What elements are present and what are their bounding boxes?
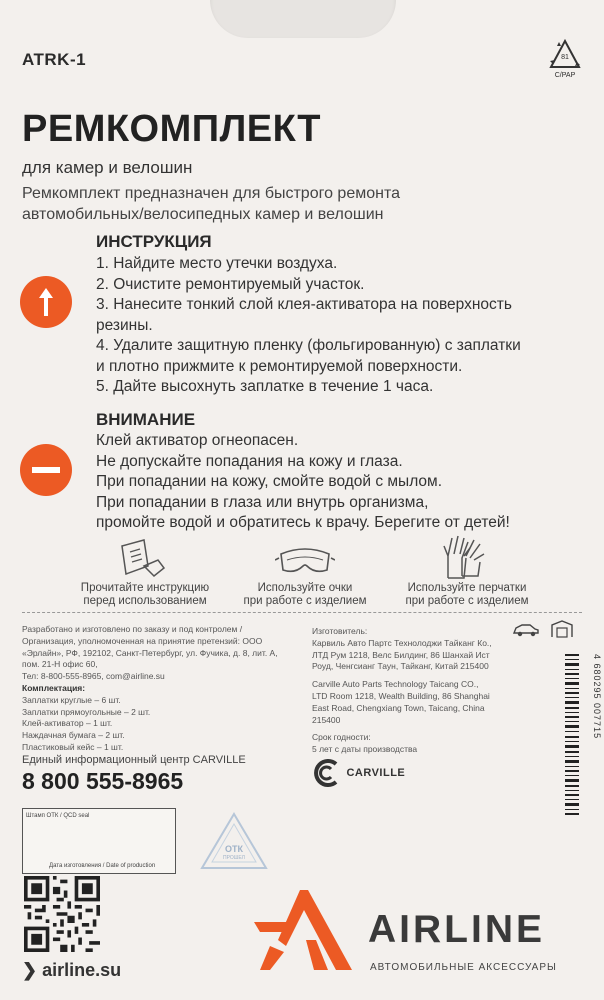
instruction-line: 4. Удалите защитную пленку (фольгированную) с заплатки <box>96 337 521 354</box>
phone-number: 8 800 555-8965 <box>22 768 184 794</box>
warning-badge <box>20 444 72 496</box>
read-instruction-icon <box>114 536 174 580</box>
contents-item: Пластиковый кейс – 1 шт. <box>22 741 124 752</box>
instruction-line: 2. Очистите ремонтируемый участок. <box>96 275 365 293</box>
brand-tagline: АВТОМОБИЛЬНЫЕ АКСЕССУАРЫ <box>370 962 557 973</box>
divider <box>22 612 582 613</box>
manufacturer-line: Срок годности: <box>312 732 371 743</box>
website-text: airline.su <box>42 960 122 980</box>
description-line: Ремкомплект предназначен для быстрого ремонта <box>22 185 401 202</box>
instruction-heading: ИНСТРУКЦИЯ <box>96 232 212 251</box>
website-link[interactable] <box>22 960 121 981</box>
pictogram-goggles-caption <box>230 582 380 608</box>
importer-line: Тел: 8-800-555-8965, com@airline.su <box>22 671 165 682</box>
info-center: Единый информационный центр CARVILLE <box>22 753 246 766</box>
instruction-line: 5. Дайте высохнуть заплатке в течение 1 часа. <box>96 378 434 395</box>
manufacturer-line: Carville Auto Parts Technology Taicang CO., <box>312 679 479 690</box>
pictogram-gloves-caption <box>392 582 542 608</box>
pictogram-caption: Прочитайте инструкцию <box>80 582 210 594</box>
qc-stamp-box <box>22 808 176 874</box>
chevron-right-icon: ❯ <box>22 960 38 980</box>
qr-code <box>24 876 100 952</box>
otk-triangle-icon <box>198 810 270 874</box>
importer-info <box>22 624 302 767</box>
manufacturer-line: LTD Room 1218, Wealth Building, 86 Shanghai <box>312 690 490 701</box>
warning-line: Клей активатор огнеопасен. <box>96 432 299 449</box>
brand-name: AIRLINE <box>368 908 545 951</box>
contents-heading: Комплектация: <box>22 682 86 693</box>
no-entry-icon <box>20 444 72 496</box>
manufacturer-line: ЛТД Рум 1218, Велс Билдинг, 86 Шанхай Ист <box>312 649 490 660</box>
instruction-line: 3. Нанесите тонкий слой клея-активатора на поверхность <box>96 296 512 313</box>
pictogram-read <box>60 536 160 582</box>
manufacturer-info <box>312 626 562 756</box>
arrow-up-icon <box>20 276 72 328</box>
manufacturer-line: Карвиль Авто Партс Технолоджи Тайканг Ко., <box>312 637 492 648</box>
pictogram-caption: перед использованием <box>83 595 207 607</box>
recycle-mark <box>544 38 586 80</box>
carville-logo <box>312 758 405 788</box>
warning-list <box>96 431 510 534</box>
manufacturer-line: East Road, Chengxiang Town, Taicang, China <box>312 702 485 713</box>
hang-hole <box>210 0 396 38</box>
pictogram-caption: при работе с изделием <box>243 595 367 607</box>
manufacturer-line: 215400 <box>312 714 341 725</box>
contents-item: Наждачная бумага – 2 шт. <box>22 730 125 741</box>
instruction-line: и плотно прижмите к ремонтируемой поверхности. <box>96 357 463 375</box>
instruction-list <box>96 254 521 398</box>
warning-line: промойте водой и обратитесь к врачу. Берегите от детей! <box>96 514 510 531</box>
contents-item: Заплатки круглые – 6 шт. <box>22 694 121 705</box>
importer-line: Разработано и изготовлено по заказу и под контролем / <box>22 624 243 634</box>
barcode-number: 4 680295 007715 <box>592 654 602 740</box>
importer-line: «Эрлайн», РФ, 192102, Санкт-Петербург, ул. Фучика, д. 8, лит. А, <box>22 647 278 658</box>
otk-sub: ПРОШЕЛ <box>223 855 245 861</box>
contents-item: Заплатки прямоугольные – 2 шт. <box>22 706 151 717</box>
pictogram-read-caption <box>70 582 220 608</box>
gloves-icon <box>440 532 490 580</box>
airline-logo-icon <box>250 888 360 972</box>
warning-line: При попадании в глаза или внутрь организма, <box>96 493 429 511</box>
recycle-code: C/PAP <box>554 72 576 79</box>
warning-line: Не допускайте попадания на кожу и глаза. <box>96 452 403 470</box>
description-line: автомобильных/велосипедных камер и велошин <box>22 206 384 223</box>
recycle-number: 81 <box>561 54 569 61</box>
instruction-badge <box>20 276 72 328</box>
goggles-icon <box>275 540 335 580</box>
instruction-line: резины. <box>96 316 153 334</box>
manufacturer-line: Изготовитель: <box>312 626 368 636</box>
barcode <box>565 650 587 822</box>
product-code: ATRK-1 <box>22 50 87 69</box>
manufacturer-line: 5 лет с даты производства <box>312 744 418 755</box>
pictogram-caption: при работе с изделием <box>405 595 529 607</box>
warning-line: При попадании на кожу, смойте водой с мылом. <box>96 473 443 490</box>
carville-logo-icon <box>312 758 342 788</box>
page-subtitle: для камер и велошин <box>22 158 193 177</box>
page-title: РЕМКОМПЛЕКТ <box>22 108 321 150</box>
instruction-line: 1. Найдите место утечки воздуха. <box>96 255 338 272</box>
importer-line: Организация, уполномоченная на принятие претензий: ООО <box>22 635 263 646</box>
carville-brand: CARVILLE <box>346 767 406 779</box>
stamp-label: Штамп ОТК / QCD seal <box>26 813 90 819</box>
garage-icon <box>550 620 574 638</box>
warning-heading: ВНИМАНИЕ <box>96 410 196 429</box>
production-date-label: Дата изготовления / Date of production <box>49 863 156 869</box>
manufacturer-line: Роуд, Ченгсианг Таун, Тайканг, Китай 215400 <box>312 661 489 672</box>
contents-item: Клей-активатор – 1 шт. <box>22 718 113 729</box>
otk-stamp <box>198 810 270 879</box>
description <box>22 183 582 225</box>
pictogram-caption: Используйте очки <box>257 582 353 594</box>
car-icon <box>512 622 540 638</box>
importer-line: пом. 21-Н офис 60, <box>22 659 98 670</box>
pictogram-caption: Используйте перчатки <box>407 582 527 594</box>
otk-text: ОТК <box>225 844 243 854</box>
